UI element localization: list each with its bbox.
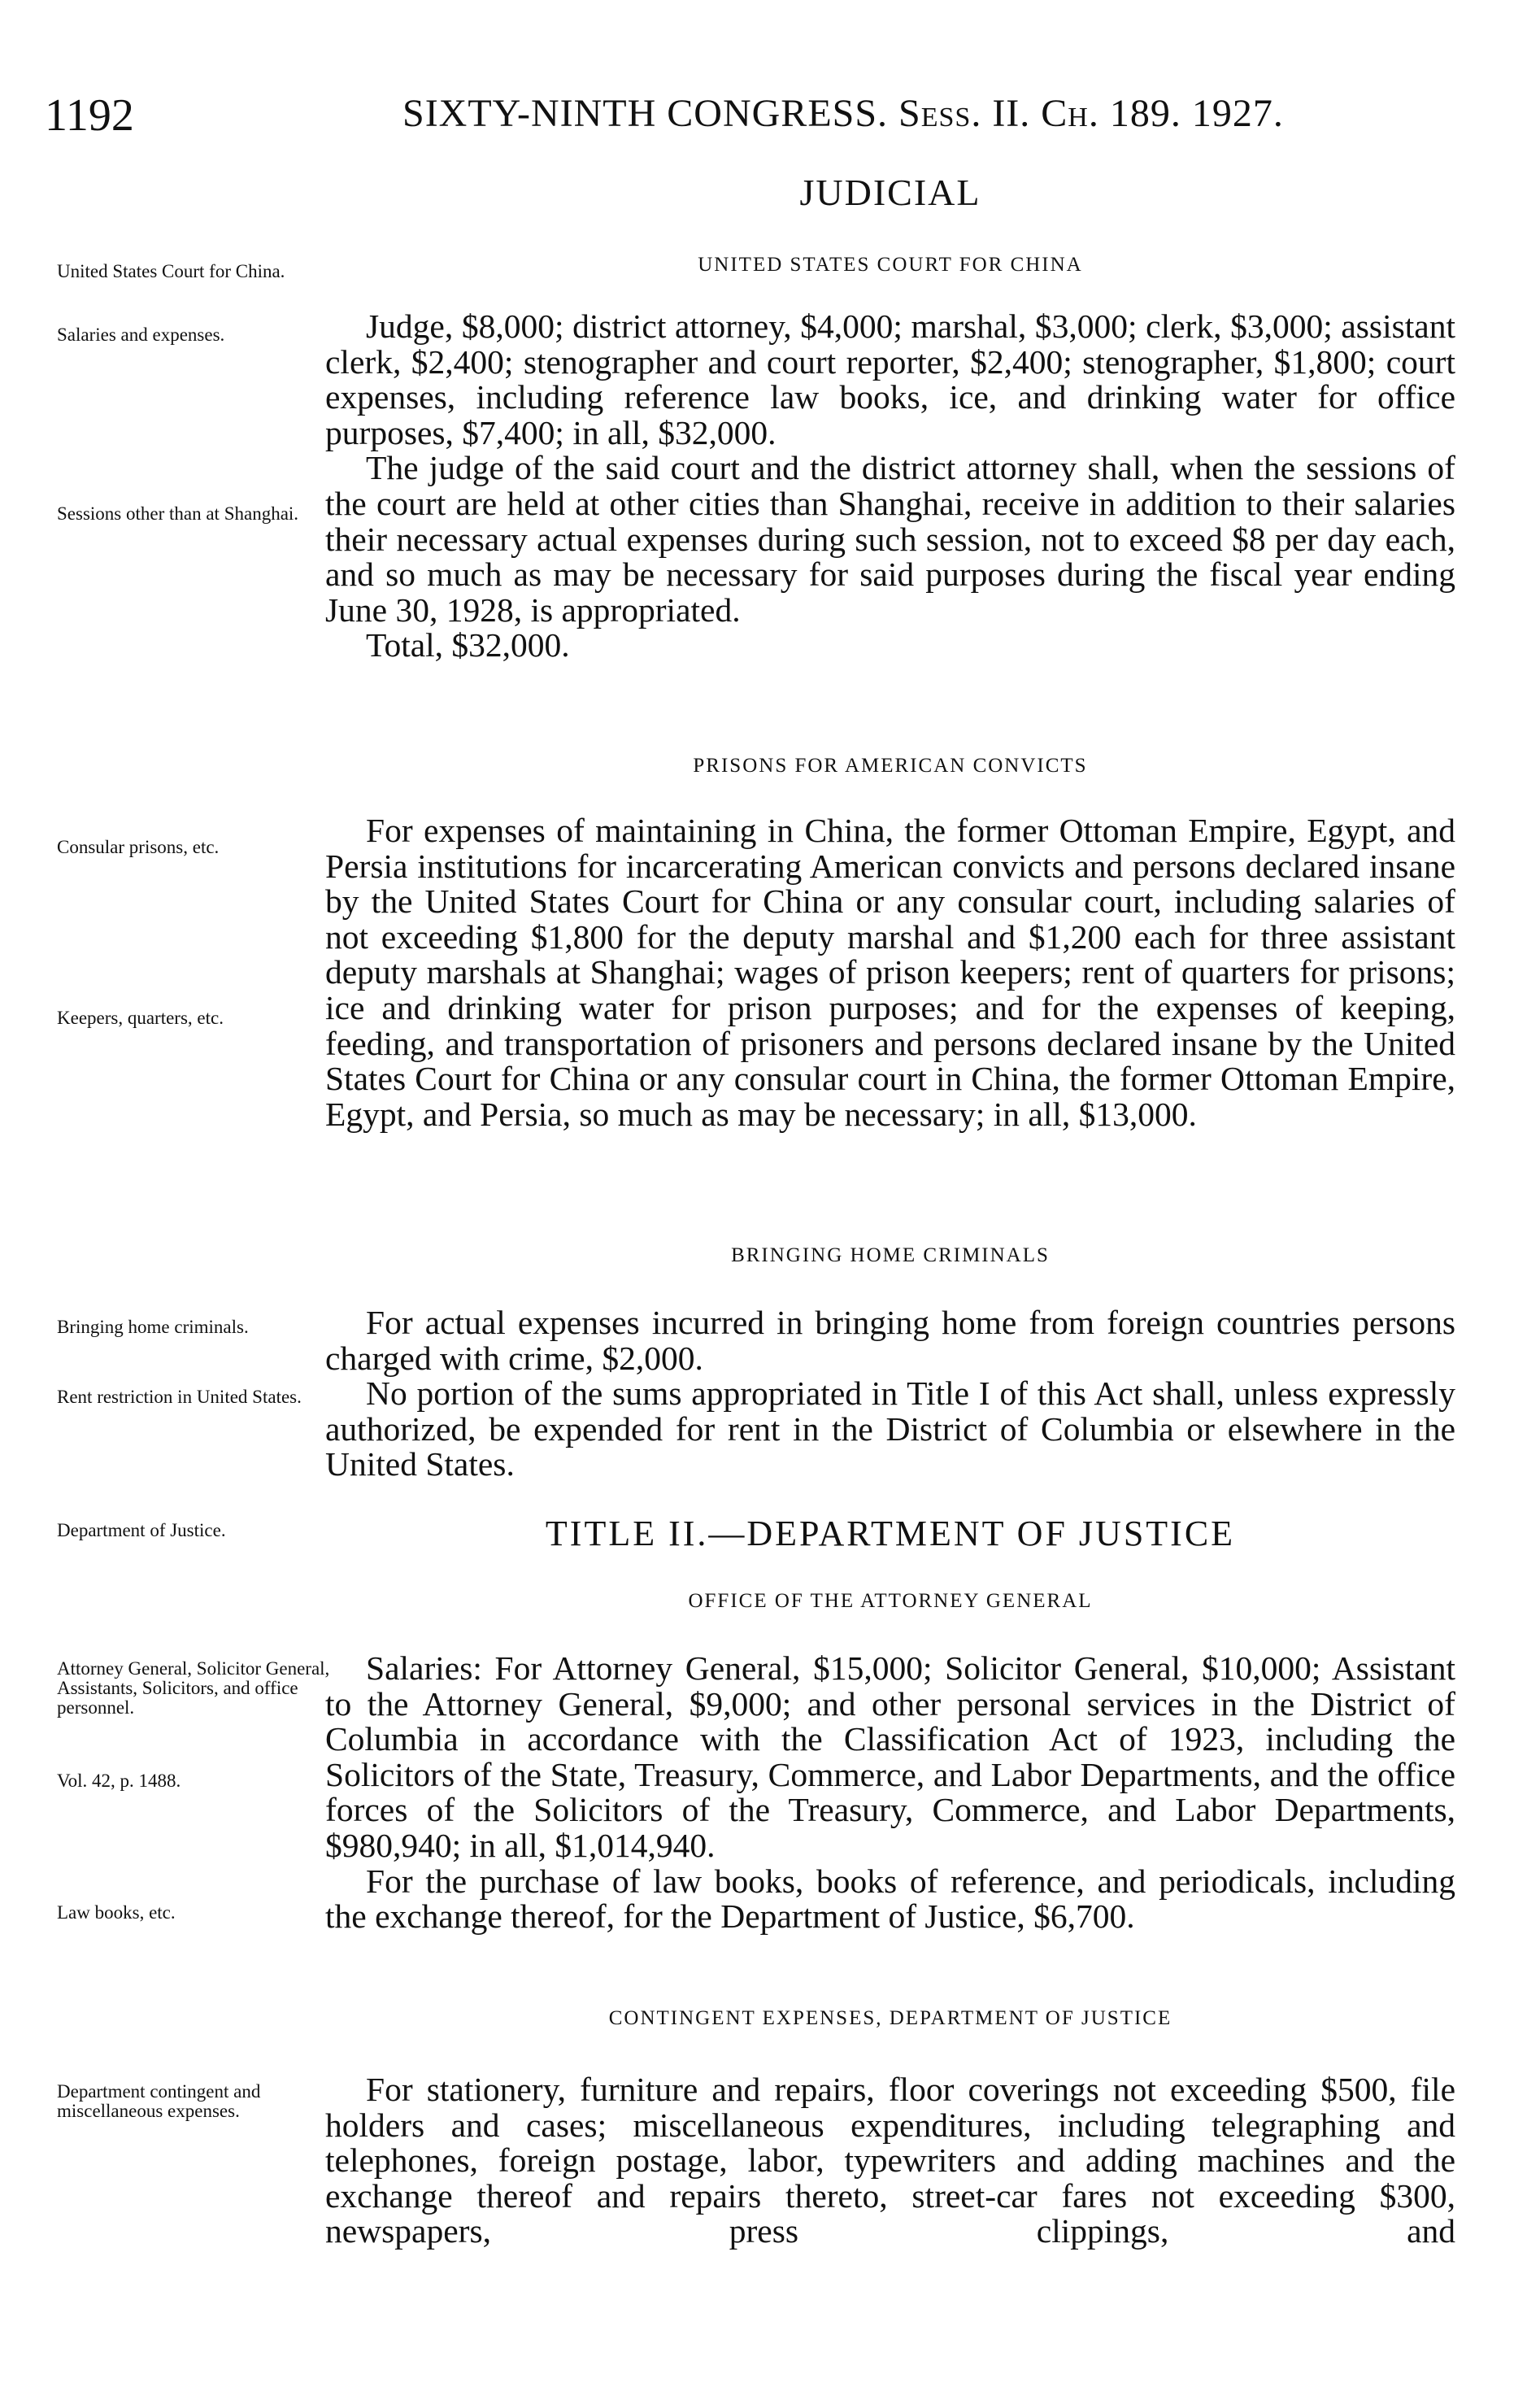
margin-note-keepers: Keepers, quarters, etc.	[57, 1008, 224, 1028]
running-title-congress: SIXTY-NINTH CONGRESS.	[402, 92, 889, 135]
paragraph: The judge of the said court and the district attorney shall, when the sessions of the court are held at other cities than Shanghai, receive in addition to their salaries their necessary actual expenses during such session, not to exceed $8 per day each, and so much as may be necessary for said purposes during the fiscal year ending June 30, 1928, is appropriated.	[325, 449, 1455, 629]
margin-note-department-of-justice: Department of Justice.	[57, 1520, 226, 1540]
margin-note-law-books: Law books, etc.	[57, 1902, 176, 1923]
prisons-text	[325, 813, 1455, 1132]
paragraph: Judge, $8,000; district attorney, $4,000; marshal, $3,000; clerk, $3,000; assistant clerk, $2,400; stenographer and court reporter, $2,400; stenographer, $1,800; court expenses, including reference law books, ice, and drinking water for office purposes, $7,400; in all, $32,000.	[325, 307, 1455, 451]
running-title-year: 1927.	[1191, 92, 1284, 135]
section-heading-contingent-expenses: CONTINGENT EXPENSES, DEPARTMENT OF JUSTICE	[608, 2007, 1172, 2029]
margin-note-court-for-china: United States Court for China.	[57, 261, 285, 281]
margin-note-bringing-home: Bringing home criminals.	[57, 1317, 249, 1337]
page-number: 1192	[45, 90, 134, 141]
margin-note-rent-restriction: Rent restriction in United States.	[57, 1387, 302, 1407]
running-title-session: Sess. II. Ch. 189.	[898, 92, 1181, 135]
section-heading-attorney-general: OFFICE OF THE ATTORNEY GENERAL	[688, 1590, 1093, 1612]
margin-note-attorney-general: Attorney General, Solicitor General, Assistants, Solicitors, and office personnel.	[57, 1658, 330, 1718]
paragraph: For expenses of maintaining in China, the former Ottoman Empire, Egypt, and Persia institutions for incarcerating American convicts and persons declared insane by the United States Court for China or any consular court, including salaries of not exceeding $1,800 for the deputy marshal and $1,200 each for three assistant deputy marshals at Shanghai; wages of prison keepers; rent of quarters for prisons; ice and drinking water for prison purposes; and for the expenses of keeping, feeding, and transportation of prisoners and persons declared insane by the United States Court for China or any consular court in China, the former Ottoman Empire, Egypt, and Persia, so much as may be necessary; in all, $13,000.	[325, 812, 1455, 1133]
paragraph: For actual expenses incurred in bringing home from foreign countries persons charged with crime, $2,000.	[325, 1304, 1455, 1377]
paragraph: No portion of the sums appropriated in Title I of this Act shall, unless expressly authorized, be expended for rent in the District of Columbia or elsewhere in the United States.	[325, 1374, 1455, 1483]
paragraph: For the purchase of law books, books of reference, and periodicals, including the exchange thereof, for the Department of Justice, $6,700.	[325, 1862, 1455, 1936]
margin-note-contingent-expenses: Department contingent and miscellaneous expenses.	[57, 2081, 261, 2121]
margin-note-consular-prisons: Consular prisons, etc.	[57, 837, 220, 857]
title-ii-heading: TITLE II.—DEPARTMENT OF JUSTICE	[545, 1514, 1236, 1553]
section-heading-bringing-home: BRINGING HOME CRIMINALS	[731, 1244, 1050, 1266]
contingent-expenses-text	[325, 2072, 1455, 2250]
attorney-general-text	[325, 1651, 1455, 1935]
section-heading-prisons: PRISONS FOR AMERICAN CONVICTS	[693, 755, 1088, 777]
bringing-home-text	[325, 1305, 1455, 1483]
paragraph: Salaries: For Attorney General, $15,000; Solicitor General, $10,000; Assistant to the Attorney General, $9,000; and other personal services in the District of Columbia in accordance with the Classification Act of 1923, including the Solicitors of the State, Treasury, Commerce, and Labor Departments, and the office forces of the Solicitors of the Treasury, Commerce, and Labor Departments, $980,940; in all, $1,014,940.	[325, 1649, 1455, 1864]
judicial-heading: JUDICIAL	[799, 172, 981, 213]
margin-note-sessions: Sessions other than at Shanghai.	[57, 503, 299, 524]
paragraph: Total, $32,000.	[366, 626, 570, 664]
paragraph: For stationery, furniture and repairs, floor coverings not exceeding $500, file holders and cases; miscellaneous expenditures, including telegraphing and telephones, foreign postage, labor, typewriters and adding machines and the exchange thereof and repairs thereto, street-car fares not exceeding $300, newspapers, press clippings, and	[325, 2071, 1455, 2250]
margin-note-volume-reference: Vol. 42, p. 1488.	[57, 1771, 181, 1791]
margin-note-salaries: Salaries and expenses.	[57, 325, 225, 345]
section-heading-court-for-china: UNITED STATES COURT FOR CHINA	[698, 254, 1083, 276]
page-header	[45, 81, 1508, 146]
running-title	[402, 91, 1284, 136]
court-for-china-text	[325, 309, 1455, 664]
